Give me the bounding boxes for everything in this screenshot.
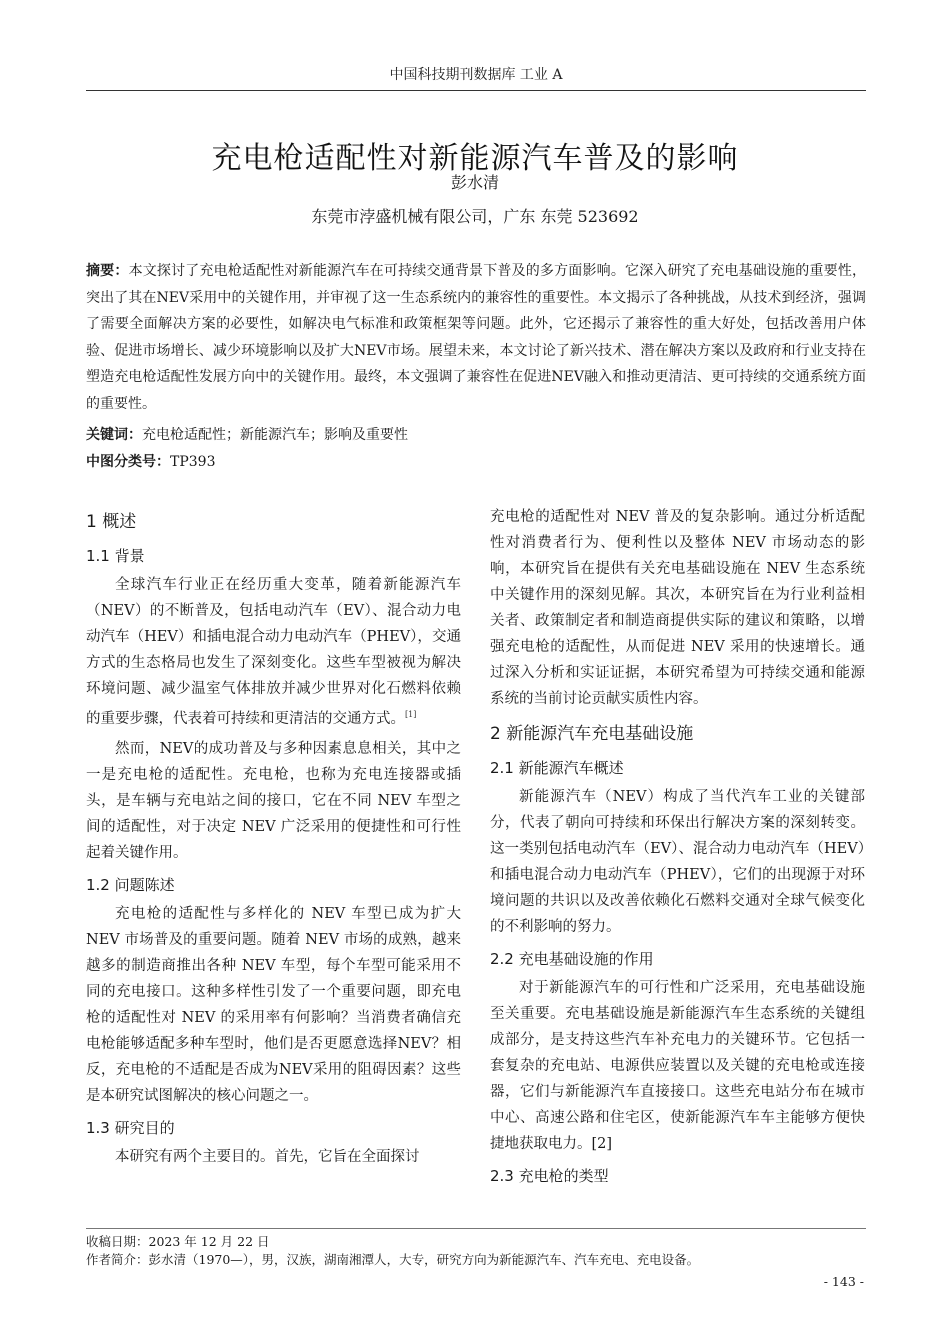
footnote [86, 1228, 866, 1269]
abstract [86, 258, 866, 417]
clc-label: 中图分类号： [86, 454, 170, 470]
paragraph: 然而，NEV的成功普及与多种因素息息相关，其中之一是充电枪的适配性。充电枪，也称为充电连接器或插头，是车辆与充电站之间的接口，它在不同 NEV 车型之间的适配性，对于决定 NEV 广泛采用的便捷性和可行性起着关键作用。 [86, 740, 461, 861]
subsection-heading: 1.2 问题陈述 [86, 875, 175, 894]
abstract-text: 本文探讨了充电枪适配性对新能源汽车在可持续交通背景下普及的多方面影响。它深入研究了充电基础设施的重要性，突出了其在NEV采用中的关键作用，并审视了这一生态系统内的兼容性的重要性。本文揭示了各种挑战，从技术到经济，强调了需要全面解决方案的必要性，如解决电气标准和政策框架等问题。此外，它还揭示了兼容性的重大好处，包括改善用户体验、促进市场增长、减少环境影响以及扩大NEV市场。展望未来，本文讨论了新兴技术、潜在解决方案以及政府和行业支持在塑造充电枪适配性发展方向中的关键作用。最终，本文强调了兼容性在促进NEV融入和推动更清洁、更可持续的交通系统方面的重要性。 [86, 263, 867, 412]
left-column [86, 504, 461, 1174]
section-heading: 1 概述 [86, 512, 137, 532]
keywords-label: 关键词： [86, 427, 142, 443]
paper-title: 充电枪适配性对新能源汽车普及的影响 [211, 141, 739, 177]
subsection-heading: 2.3 充电枪的类型 [490, 1167, 609, 1185]
right-column [490, 504, 865, 1192]
subsection-heading: 1.1 背景 [86, 547, 145, 565]
running-header: 中国科技期刊数据库 工业 A [86, 64, 866, 91]
author-bio: 作者简介：彭水清（1970—），男，汉族，湖南湘潭人，大专，研究方向为新能源汽车、汽车充电、充电设备。 [86, 1252, 700, 1267]
abstract-label: 摘要： [86, 263, 129, 279]
keywords [86, 424, 866, 444]
subsection-heading: 2.2 充电基础设施的作用 [490, 950, 654, 968]
author-name: 彭水清 [450, 173, 499, 192]
subsection-heading: 2.1 新能源汽车概述 [490, 759, 624, 777]
page-number: - 143 - [823, 1274, 864, 1289]
paragraph-text: 全球汽车行业正在经历重大变革，随着新能源汽车（NEV）的不断普及，包括电动汽车（EV）、混合动力电动汽车（HEV）和插电混合动力电动汽车（PHEV），交通方式的生态格局也发生了深刻变化。这些车型被视为解决环境问题、减少温室气体排放并减少世界对化石燃料依赖的重要步骤，代表着可持续和更清洁的交通方式。 [86, 577, 461, 727]
paragraph: 充电枪的适配性与多样化的 NEV 车型已成为扩大 NEV 市场普及的重要问题。随着 NEV 市场的成熟，越来越多的制造商推出各种 NEV 车型，每个车型可能采用不同的充电接口。这种多样性引发了一个重要问题，即充电枪的适配性对 NEV 的采用率有何影响？当消费者确信充电枪能够适配多种车型时，他们是否更愿意选择NEV？相反，充电枪的不适配是否成为NEV采用的阻碍因素？这些是本研究试图解决的核心问题之一。 [86, 905, 461, 1104]
received-date: 收稿日期：2023 年 12 月 22 日 [86, 1234, 270, 1249]
paragraph: 对于新能源汽车的可行性和广泛采用，充电基础设施至关重要。充电基础设施是新能源汽车生态系统的关键组成部分，是支持这些汽车补充电力的关键环节。它包括一套复杂的充电站、电源供应装置以及关键的充电枪或连接器，它们与新能源汽车直接接口。这些充电站分布在城市中心、高速公路和住宅区，使新能源汽车车主能够方便快捷地获取电力。[2] [490, 980, 865, 1152]
paragraph: 充电枪的适配性对 NEV 普及的复杂影响。通过分析适配性对消费者行为、便利性以及整体 NEV 市场动态的影响，本研究旨在提供有关充电基础设施在 NEV 生态系统中关键作用的深刻见解。其次，本研究旨在为行业利益相关者、政策制定者和制造商提供实际的建议和策略，以增强充电枪的适配性，从而促进 NEV 采用的快速增长。通过深入分析和实证证据，本研究希望为可持续交通和能源系统的当前讨论贡献实质性内容。 [490, 509, 865, 707]
paragraph [86, 572, 461, 732]
clc-text: TP393 [170, 454, 216, 470]
citation-ref: [1] [405, 710, 417, 719]
author-affiliation: 东莞市浡盛机械有限公司，广东 东莞 523692 [311, 207, 639, 226]
classification-number [86, 451, 866, 471]
paragraph: 新能源汽车（NEV）构成了当代汽车工业的关键部分，代表了朝向可持续和环保出行解决方案的深刻转变。这一类别包括电动汽车（EV）、混合动力电动汽车（HEV）和插电混合动力电动汽车（PHEV），它们的出现源于对环境问题的共识以及改善依赖化石燃料交通对全球气候变化的不利影响的努力。 [490, 789, 865, 935]
paragraph: 本研究有两个主要目的。首先，它旨在全面探讨 [115, 1148, 420, 1165]
keywords-text: 充电枪适配性；新能源汽车；影响及重要性 [142, 427, 408, 443]
section-heading: 2 新能源汽车充电基础设施 [490, 724, 694, 744]
subsection-heading: 1.3 研究目的 [86, 1118, 175, 1137]
